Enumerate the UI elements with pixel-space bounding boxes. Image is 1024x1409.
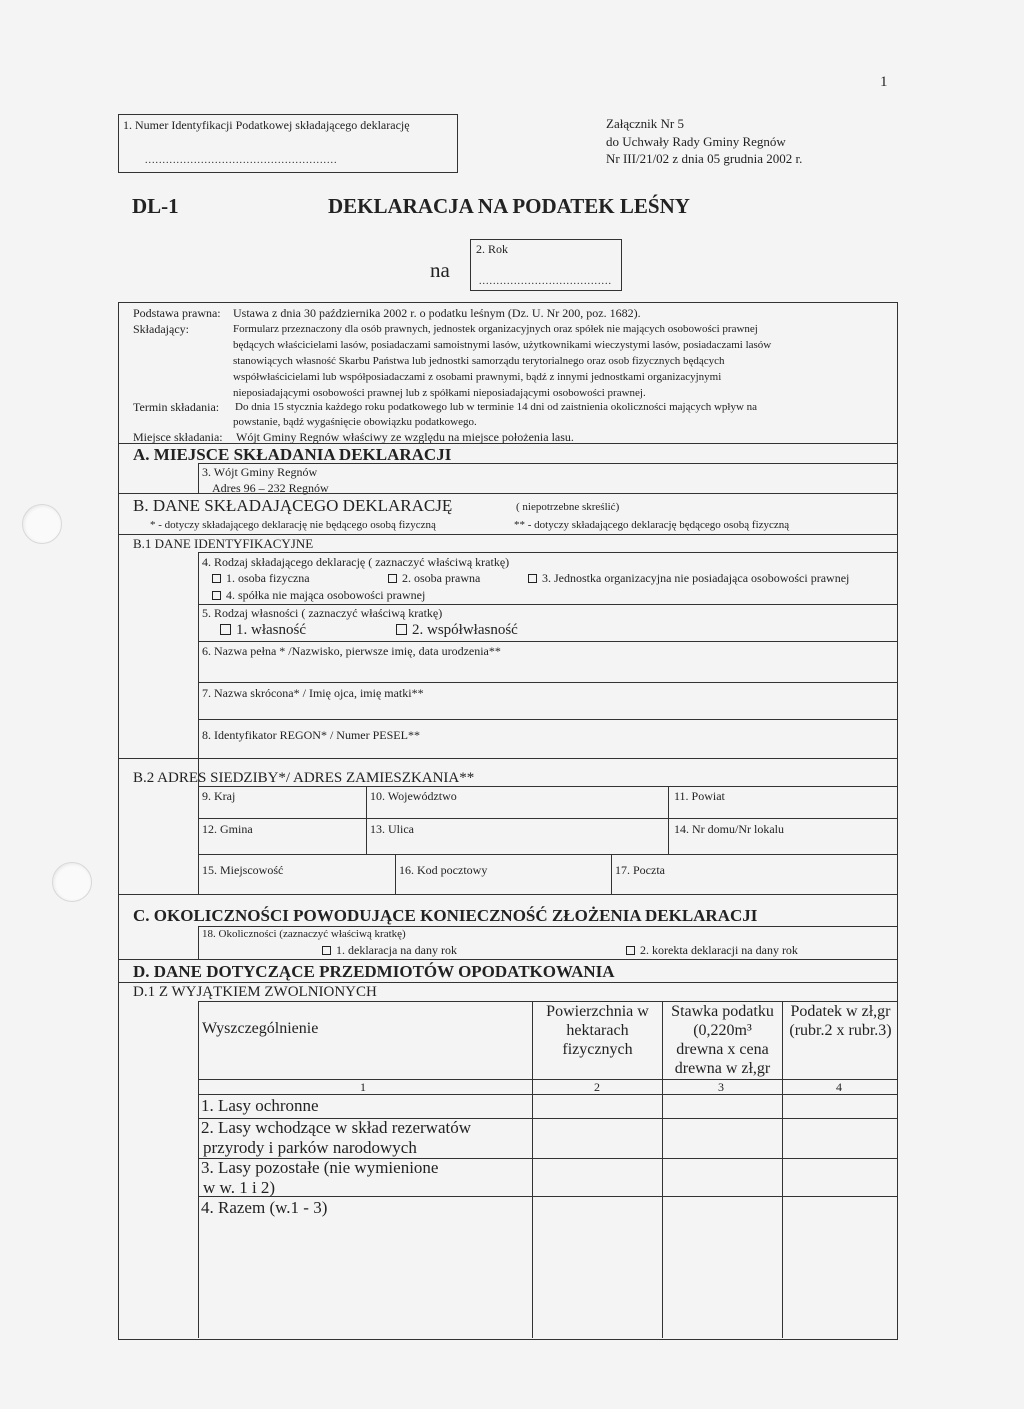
termin-line: powstanie, bądź wygaśnięcie obowiązku podatkowego.: [233, 416, 477, 428]
field-8-label: 8. Identyfikator REGON* / Numer PESEL**: [202, 728, 420, 742]
year-box[interactable]: [470, 239, 622, 291]
nip-label: 1. Numer Identyfikacji Podatkowej składającego deklarację: [123, 118, 410, 132]
skladajacy-line: będących właścicielami lasów, posiadaczami samoistnymi lasów, użytkownikami wieczystymi lasów, posiadaczami lasów: [233, 339, 772, 351]
field-17-label: 17. Poczta: [615, 863, 665, 877]
col-stawka: Stawka podatku (0,220m³ drewna x cena drewna w zł,gr: [671, 1003, 774, 1077]
section-d-title: D. DANE DOTYCZĄCE PRZEDMIOTÓW OPODATKOWANIA: [133, 962, 615, 981]
page-title: DEKLARACJA NA PODATEK LEŚNY: [328, 194, 690, 218]
checkbox-icon[interactable]: [528, 574, 537, 583]
skladajacy-label: Składający:: [133, 322, 189, 336]
year-dots: ......................................: [479, 276, 612, 287]
skladajacy-line: stanowiących własność Skarbu Państwa lub jednostki samorządu terytorialnego oraz osob fizycznych będących: [233, 355, 725, 367]
field-7-label: 7. Nazwa skrócona* / Imię ojca, imię matki**: [202, 686, 424, 700]
checkbox-icon[interactable]: [626, 946, 635, 955]
attachment-line1: Załącznik Nr 5: [606, 116, 684, 131]
attachment-line3: Nr III/21/02 z dnia 05 grudnia 2002 r.: [606, 151, 803, 166]
checkbox-icon[interactable]: [322, 946, 331, 955]
b1-title: B.1 DANE IDENTYFIKACYJNE: [133, 536, 314, 551]
year-label: 2. Rok: [476, 242, 509, 256]
col-wyszczegolnienie: Wyszczególnienie: [202, 1020, 319, 1037]
field-10-label: 10. Województwo: [370, 789, 457, 803]
section-c-title: C. OKOLICZNOŚCI POWODUJĄCE KONIECZNOŚĆ ZŁOŻENIA DEKLARACJI: [133, 906, 758, 925]
field-5-label: 5. Rodzaj własności ( zaznaczyć właściwą kratkę): [202, 606, 443, 620]
attachment-line2: do Uchwały Rady Gminy Regnów: [606, 134, 786, 149]
table-row: 2. Lasy wchodzące w skład rezerwatów przyrody i parków narodowych: [201, 1118, 471, 1157]
checkbox-icon[interactable]: [388, 574, 397, 583]
miejsce-text: Wójt Gminy Regnów właściwy ze względu na miejsce położenia lasu.: [236, 430, 574, 444]
section-b-note: ( niepotrzebne skreślić): [516, 501, 620, 513]
field-4-option-4[interactable]: 4. spółka nie mająca osobowości prawnej: [212, 588, 425, 603]
skladajacy-line: Formularz przeznaczony dla osób prawnych, jednostek organizacyjnych oraz spółek nie mających osobowości prawnej: [233, 323, 758, 335]
field-4-option-3[interactable]: 3. Jednostka organizacyjna nie posiadająca osobowości prawnej: [528, 571, 849, 586]
table-row: 4. Razem (w.1 - 3): [201, 1198, 328, 1217]
checkbox-icon[interactable]: [212, 591, 221, 600]
field-7-input[interactable]: [199, 683, 897, 719]
field-13-label: 13. Ulica: [370, 822, 414, 836]
field-5-option-2[interactable]: 2. współwłasność: [396, 622, 518, 639]
podstawa-text: Ustawa z dnia 30 października 2002 r. o podatku leśnym (Dz. U. Nr 200, poz. 1682).: [233, 306, 641, 320]
section-a-address: Adres 96 – 232 Regnów: [212, 481, 329, 495]
col-number: 3: [718, 1080, 724, 1094]
field-8-input[interactable]: [199, 720, 897, 758]
field-4-label: 4. Rodzaj składającego deklarację ( zaznaczyć właściwą kratkę): [202, 555, 510, 569]
field-12-label: 12. Gmina: [202, 822, 253, 836]
binder-hole: [52, 862, 92, 902]
field-18-label: 18. Okoliczności (zaznaczyć właściwą kratkę): [202, 928, 406, 940]
section-a-title: A. MIEJSCE SKŁADANIA DEKLARACJI: [133, 445, 452, 464]
page-number: 1: [880, 74, 888, 90]
termin-label: Termin składania:: [133, 400, 220, 414]
miejsce-label: Miejsce składania:: [133, 430, 223, 444]
field-6-input[interactable]: [199, 642, 897, 682]
nip-box[interactable]: [118, 114, 458, 173]
d1-title: D.1 Z WYJĄTKIEM ZWOLNIONYCH: [133, 984, 377, 1000]
col-powierzchnia: Powierzchnia w hektarach fizycznych: [546, 1003, 649, 1058]
skladajacy-line: nieposiadającymi osobowości prawnej lub z spółkami nieposiadającymi osobowości prawnej.: [233, 387, 646, 399]
nip-dots: .......................................................: [145, 155, 338, 166]
field-4-option-1[interactable]: 1. osoba fizyczna: [212, 571, 310, 586]
field-4-option-2[interactable]: 2. osoba prawna: [388, 571, 480, 586]
footnote-natural: ** - dotyczy składającego deklarację będącego osobą fizyczną: [514, 519, 790, 531]
skladajacy-line: współwłaścicielami lub współposiadaczami z osobami prawnymi, bądź z innymi jednostkami organizacyjnymi: [233, 371, 722, 383]
podstawa-label: Podstawa prawna:: [133, 306, 221, 320]
col-podatek: Podatek w zł,gr (rubr.2 x rubr.3): [789, 1003, 892, 1039]
col-number: 1: [360, 1080, 366, 1094]
field-16-label: 16. Kod pocztowy: [399, 863, 488, 877]
footnote-legal: * - dotyczy składającego deklarację nie będącego osobą fizyczną: [150, 519, 436, 531]
field-6-label: 6. Nazwa pełna * /Nazwisko, pierwsze imię, data urodzenia**: [202, 644, 501, 658]
col-number: 4: [836, 1080, 842, 1094]
checkbox-icon[interactable]: [396, 624, 407, 635]
termin-line: Do dnia 15 stycznia każdego roku podatkowego lub w terminie 14 dni od zaistnienia okoliczności mających wpływ na: [235, 401, 758, 413]
na-label: na: [430, 258, 450, 282]
b2-title: B.2 ADRES SIEDZIBY*/ ADRES ZAMIESZKANIA**: [133, 770, 475, 786]
col-number: 2: [594, 1080, 600, 1094]
section-a-wojt: 3. Wójt Gminy Regnów: [202, 465, 318, 479]
binder-hole: [22, 504, 62, 544]
field-18-option-1[interactable]: 1. deklaracja na dany rok: [322, 943, 457, 958]
field-18-option-2[interactable]: 2. korekta deklaracji na dany rok: [626, 943, 798, 958]
field-14-label: 14. Nr domu/Nr lokalu: [674, 822, 784, 836]
checkbox-icon[interactable]: [220, 624, 231, 635]
checkbox-icon[interactable]: [212, 574, 221, 583]
table-row: 1. Lasy ochronne: [201, 1096, 319, 1115]
section-b-title: B. DANE SKŁADAJĄCEGO DEKLARACJĘ: [133, 496, 453, 515]
form-code: DL-1: [132, 194, 179, 218]
field-9-label: 9. Kraj: [202, 789, 236, 803]
field-15-label: 15. Miejscowość: [202, 863, 284, 877]
field-5-option-1[interactable]: 1. własność: [220, 622, 306, 639]
field-11-label: 11. Powiat: [674, 789, 725, 803]
table-row: 3. Lasy pozostałe (nie wymienione w w. 1 i 2): [201, 1158, 439, 1197]
